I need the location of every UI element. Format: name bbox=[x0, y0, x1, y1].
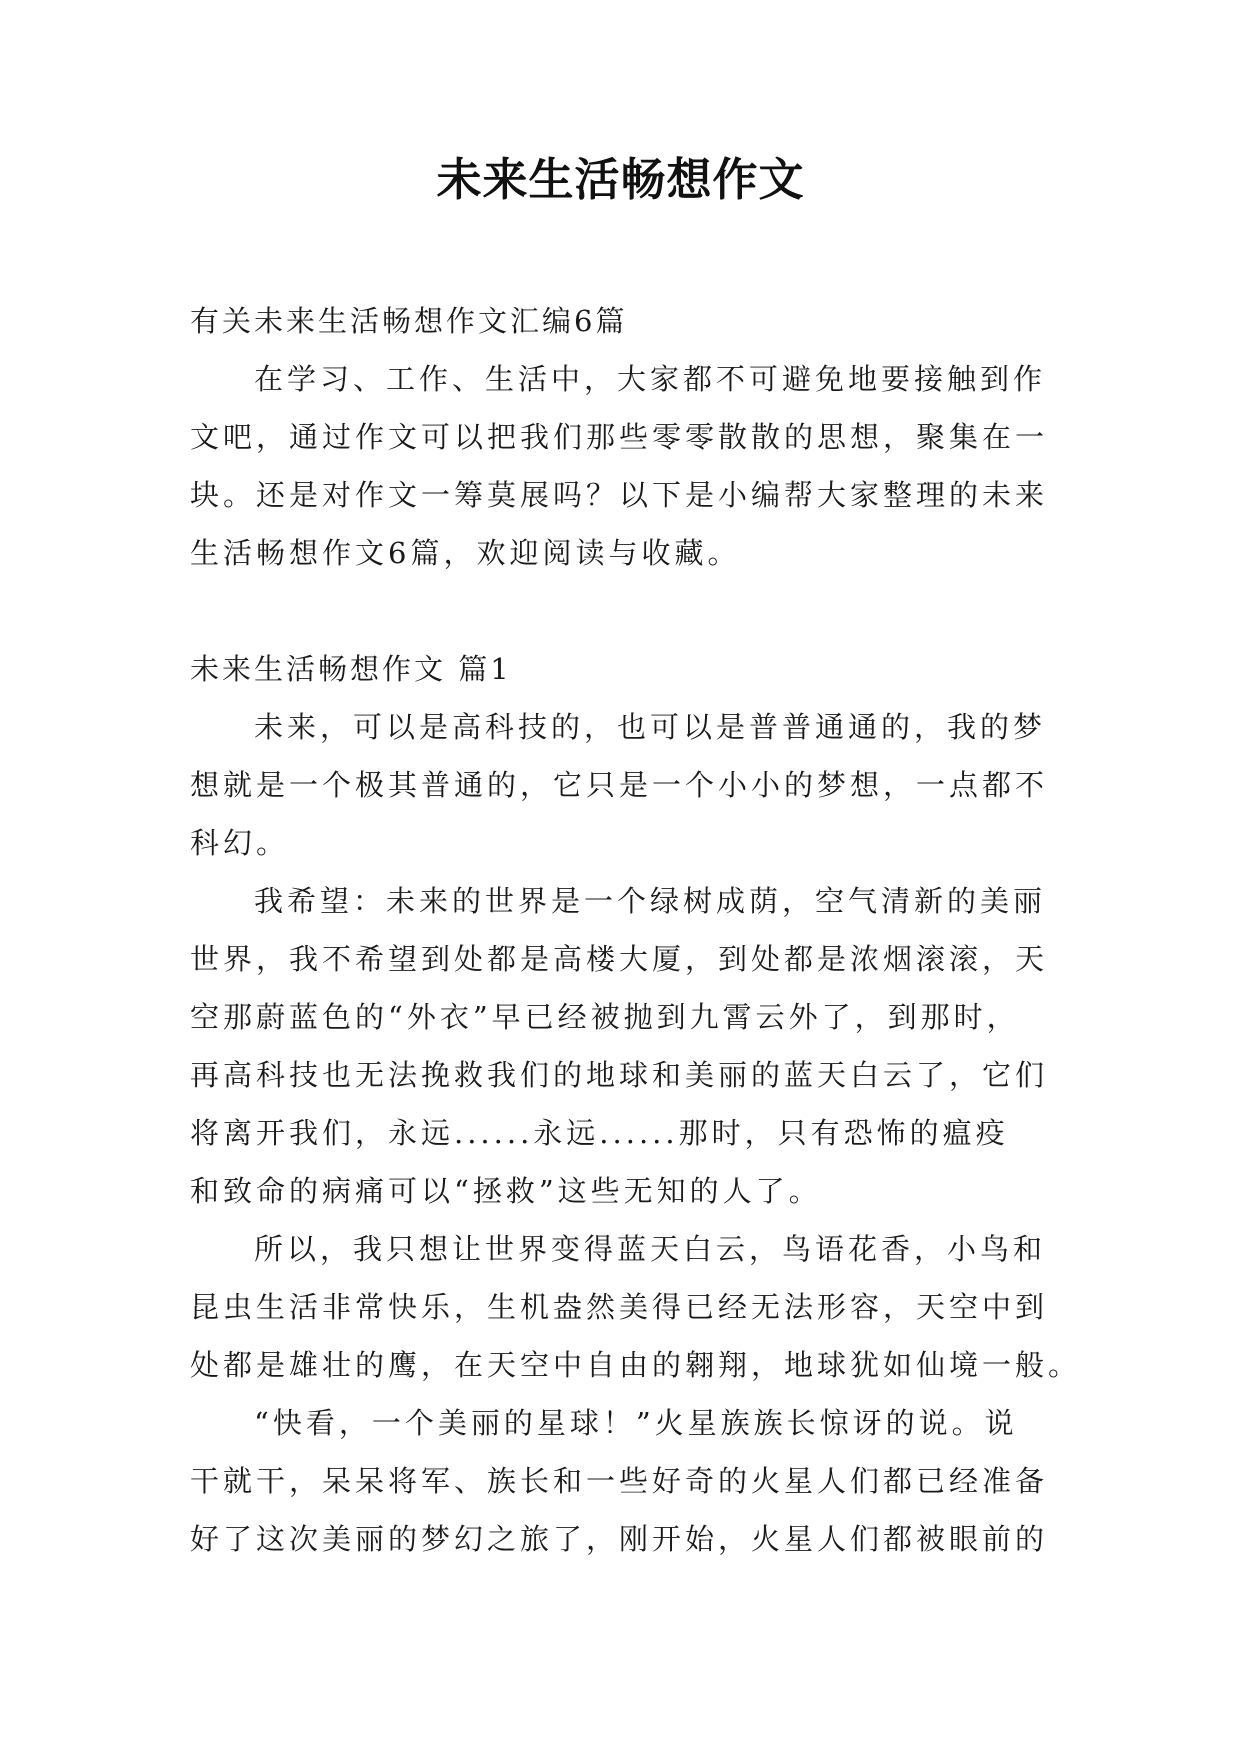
section-heading: 未来生活畅想作文 篇1 bbox=[190, 652, 512, 686]
section-spacer bbox=[190, 582, 1052, 640]
paragraph-line: 好了这次美丽的梦幻之旅了，刚开始，火星人们都被眼前的 bbox=[190, 1522, 1049, 1556]
paragraph-2 bbox=[190, 872, 1052, 1220]
paragraph-line: 所以，我只想让世界变得蓝天白云，鸟语花香，小鸟和 bbox=[254, 1232, 1047, 1266]
paragraph-4 bbox=[190, 1394, 1052, 1568]
paragraph-line: 昆虫生活非常快乐，生机盎然美得已经无法形容，天空中到 bbox=[190, 1290, 1049, 1324]
paragraph-line: 将离开我们，永远......永远......那时，只有恐怖的瘟疫 bbox=[190, 1116, 1009, 1150]
paragraph-line: 未来，可以是高科技的，也可以是普普通通的，我的梦 bbox=[254, 710, 1047, 744]
paragraph-line: 空那蔚蓝色的“外衣”早已经被抛到九霄云外了，到那时， bbox=[190, 1000, 1020, 1034]
paragraph-line: 世界，我不希望到处都是高楼大厦，到处都是浓烟滚滚，天 bbox=[190, 942, 1049, 976]
intro-heading: 有关未来生活畅想作文汇编6篇 bbox=[190, 304, 628, 338]
paragraph-3 bbox=[190, 1220, 1082, 1394]
paragraph-line: 想就是一个极其普通的，它只是一个小小的梦想，一点都不 bbox=[190, 768, 1049, 802]
intro-line: 文吧，通过作文可以把我们那些零零散散的思想，聚集在一 bbox=[190, 420, 1049, 454]
document-title: 未来生活畅想作文 bbox=[436, 153, 805, 206]
intro-paragraph bbox=[190, 350, 1052, 582]
intro-line: 生活畅想作文6篇，欢迎阅读与收藏。 bbox=[190, 536, 741, 570]
document-body bbox=[190, 292, 1082, 1568]
paragraph-1 bbox=[190, 698, 1052, 872]
paragraph-line: “快看，一个美丽的星球！”火星族族长惊讶的说。说 bbox=[254, 1406, 1018, 1440]
intro-line: 在学习、工作、生活中，大家都不可避免地要接触到作 bbox=[254, 362, 1047, 396]
paragraph-line: 和致命的病痛可以“拯救”这些无知的人了。 bbox=[190, 1174, 822, 1208]
paragraph-line: 再高科技也无法挽救我们的地球和美丽的蓝天白云了，它们 bbox=[190, 1058, 1049, 1092]
paragraph-line: 处都是雄壮的鹰，在天空中自由的翱翔，地球犹如仙境一般。 bbox=[190, 1348, 1082, 1382]
paragraph-line: 干就干，呆呆将军、族长和一些好奇的火星人们都已经准备 bbox=[190, 1464, 1049, 1498]
paragraph-line: 科幻。 bbox=[190, 826, 290, 860]
paragraph-line: 我希望：未来的世界是一个绿树成荫，空气清新的美丽 bbox=[254, 884, 1047, 918]
intro-line: 块。还是对作文一筹莫展吗？以下是小编帮大家整理的未来 bbox=[190, 478, 1049, 512]
